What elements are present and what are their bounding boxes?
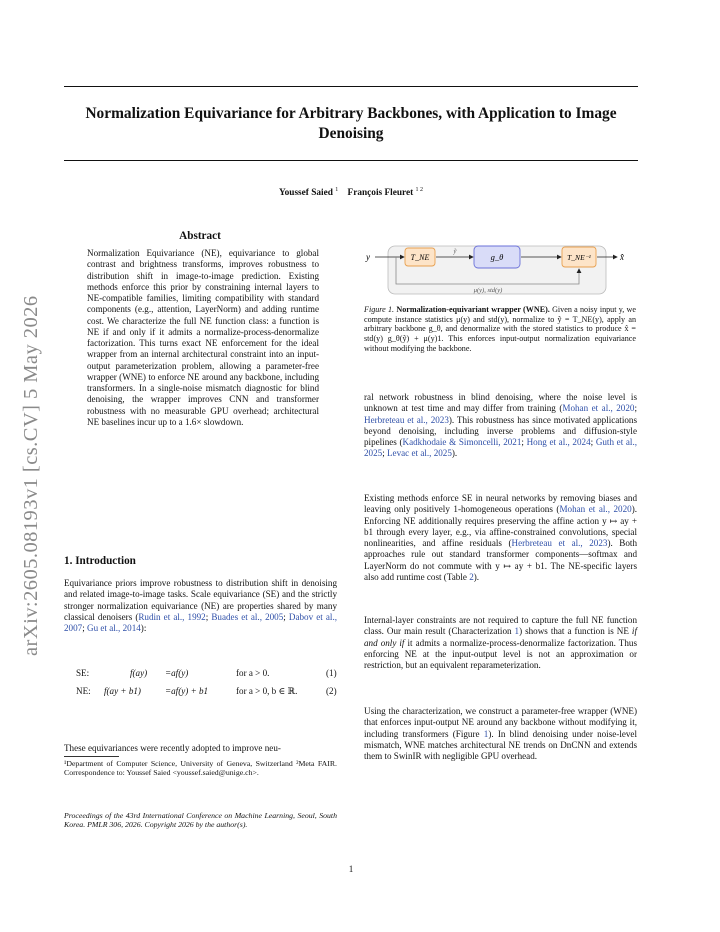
stats-label: μ(y), std(y): [473, 287, 503, 294]
footnote-rule: [64, 756, 119, 757]
author-2-affil: 1 2: [415, 187, 424, 193]
body-text: ). Enforcing NE additionally requires preserving the affine action y ↦ ay + b1 through every layer, e.g., via affine-constrained convolutions, special nonlinearities, and affine residuals (: [364, 504, 637, 548]
equation-2: [64, 686, 337, 698]
caption-label: Figure 1.: [364, 305, 395, 314]
backbone-label: g_θ: [490, 252, 504, 262]
body-text: ) shows that a function is NE: [519, 626, 632, 637]
citation-link[interactable]: Mohan et al., 2020: [562, 403, 635, 414]
body-text: Internal-layer constraints are not required to capture the full NE function class. Our main result (Characterization: [364, 615, 637, 637]
right-paragraph-1: ral network robustness in blind denoising, where the noise level is unknown at test time and may differ from training (Mohan et al., 2020; Herbreteau et al., 2023). This robustness has since motivated applications beyond denoising, including inverse problems and diffusion-style pipelines (Kadkhodaie & Simoncelli, 2021; Hong et al., 2024; Guth et al., 2025; Levac et al., 2025).: [364, 392, 637, 459]
tne-label: T_NE: [410, 253, 430, 262]
citation-link[interactable]: Kadkhodaie & Simoncelli, 2021: [402, 437, 522, 447]
figure-caption: [364, 305, 636, 354]
affiliation-footnote: ¹Department of Computer Science, University of Geneva, Switzerland ²Meta FAIR. Correspondence to: Youssef Saied <youssef.saied@unige.ch>.: [64, 759, 337, 778]
proceedings-note: Proceedings of the 43rd International Conference on Machine Learning, Seoul, South Korea. PMLR 306, 2026. Copyright 2026 by the author(s).: [64, 811, 337, 830]
citation-link[interactable]: Hong et al., 2024: [526, 437, 591, 447]
eq1-rhs: =af(y): [165, 668, 189, 678]
author-1: Youssef Saied: [278, 188, 333, 199]
characterization-ref-link[interactable]: 1: [514, 626, 520, 637]
arxiv-id-text: arXiv:2605.08193v1 [cs.CV] 5 May 2026: [20, 295, 42, 656]
citation-link[interactable]: Guth et al., 2025: [364, 437, 637, 459]
title-bottom-rule: [64, 160, 638, 161]
eq2-number: (2): [326, 686, 337, 696]
citation-link[interactable]: Herbreteau et al., 2023: [511, 538, 608, 548]
author-1-affil: 1: [335, 187, 339, 193]
citation-link[interactable]: Herbreteau et al., 2023: [364, 414, 449, 425]
body-text: it admits a normalize-process-denormalize factorization. Thus enforcing NE at the input-output level is not an approximation or restriction, but an equivalent reparameterization.: [364, 637, 637, 670]
caption-text: Given a noisy input y, we compute instance statistics μ(y) and std(y), normalize to ỹ = T_NE(y), apply an arbitrary backbone g_θ, and denormalize with the stored statistics to produce x̂ = std(y) g_θ(ỹ) + μ(y)1. This enforces input-output normalization equivariance without modifying the backbone.: [364, 305, 636, 353]
body-text: ). This robustness has since motivated applications beyond denoising, including inverse problems and diffusion-style pipelines (: [364, 414, 637, 447]
fig-output-label: x̂: [620, 252, 624, 262]
eq2-lhs: f(ay + b1): [104, 686, 141, 696]
equation-1: [64, 668, 337, 680]
body-text: ).: [473, 571, 480, 582]
author-line: [64, 187, 638, 198]
eq1-label: SE:: [76, 668, 90, 678]
fig-input-label: y: [366, 252, 370, 262]
tne-inverse-label: T_NE⁻¹: [567, 253, 591, 262]
intro-paragraph-1: Equivariance priors improve robustness to distribution shift in denoising and related image-to-image tasks. Scale equivariance (SE) and the strictly stronger normalization equivariance (NE) are properties shared by many classical denoisers (Rudin et al., 1992; Buades et al., 2005; Dabov et al., 2007; Gu et al., 2014):: [64, 578, 337, 633]
abstract-heading: Abstract: [179, 230, 221, 242]
abstract-text: Normalization Equivariance (NE), equivariance to global contrast and brightness transforms, improves robustness to distribution shift in image-to-image prediction. Existing methods enforce this prior by constraining internal layers to NE-compatible families, limiting compatibility with standard components (e.g., attention, LayerNorm) and adding runtime cost. We characterize the full NE function class: a function is NE if and only if it admits a normalize-process-denormalize factorization. This turns exact NE enforcement for the ideal wrapper from an internal architectural constraint into an input-output parameterization problem, allowing a parameter-free wrapper (WNE) to enforce NE around any backbone, including transformers. In a single-noise mismatch diagnostic for blind denoising, the wrapper improves CNN and transformer robustness with no measurable GPU overhead; architectural NE baselines incur up to a 1.6× slowdown.: [87, 248, 319, 427]
eq1-number: (1): [326, 668, 337, 678]
citation-link[interactable]: Dabov et al., 2007: [64, 611, 337, 633]
citation-link[interactable]: Levac et al., 2025: [387, 448, 452, 459]
citation-link[interactable]: Buades et al., 2005: [211, 611, 284, 622]
figure-ref-link[interactable]: 1: [483, 728, 489, 739]
title-top-rule: [64, 86, 638, 87]
intro-paragraph-2: These equivariances were recently adopted to improve neu-: [64, 743, 281, 753]
body-text: Using the characterization, we construct a parameter-free wrapper (WNE) that enforces input-output NE around any backbone without modifying it, including transformers (Figure: [364, 706, 637, 739]
intro-heading: 1. Introduction: [64, 555, 136, 567]
eq2-condition: for a > 0, b ∈ ℝ.: [236, 686, 298, 696]
eq1-lhs: f(ay): [130, 668, 148, 678]
body-text: ).: [451, 448, 458, 459]
author-2: François Fleuret: [347, 188, 414, 199]
citation-link[interactable]: Mohan et al., 2020: [559, 504, 632, 515]
page-number: 1: [348, 864, 354, 874]
paper-title: Normalization Equivariance for Arbitrary Backbones, with Application to Image Denoising: [85, 105, 617, 142]
table-ref-link[interactable]: 2: [469, 571, 474, 582]
wne-diagram: [364, 244, 636, 300]
citation-link[interactable]: Gu et al., 2014: [87, 623, 141, 633]
right-paragraph-2: [364, 493, 637, 583]
caption-title: Normalization-equivariant wrapper (WNE).: [396, 305, 550, 314]
y-tilde-label: ỹ: [453, 248, 457, 255]
right-paragraph-3: [364, 615, 637, 671]
body-text: ral network robustness in blind denoising, where the noise level is unknown at test time and may differ from training (: [364, 392, 637, 414]
body-text: ). In blind denoising under noise-level mismatch, WNE matches architectural NE trends on DnCNN and extends them to SwinIR with negligible GPU overhead.: [364, 728, 637, 761]
body-text: Existing methods enforce SE in neural networks by removing biases and leaving only positively 1-homogeneous operations (: [364, 493, 637, 515]
intro-text: ):: [140, 623, 147, 633]
body-text: ). Both approaches rule out standard transformer components—softmax and LayerNorm do not commute with y ↦ ay + b1. The NE-specific layers also add runtime cost (Table: [364, 538, 637, 582]
eq2-rhs: =af(y) + b1: [165, 686, 209, 696]
intro-text: Equivariance priors improve robustness to distribution shift in denoising and related image-to-image tasks. Scale equivariance (SE) and the strictly stronger normalization equivariance (NE) are properties shared by many classical denoisers (: [64, 578, 337, 622]
eq2-label: NE:: [76, 686, 91, 696]
emphasis-text: if and only if: [364, 626, 637, 648]
right-paragraph-4: [364, 706, 637, 762]
citation-link[interactable]: Rudin et al., 1992: [138, 611, 206, 622]
eq1-condition: for a > 0.: [236, 668, 270, 678]
